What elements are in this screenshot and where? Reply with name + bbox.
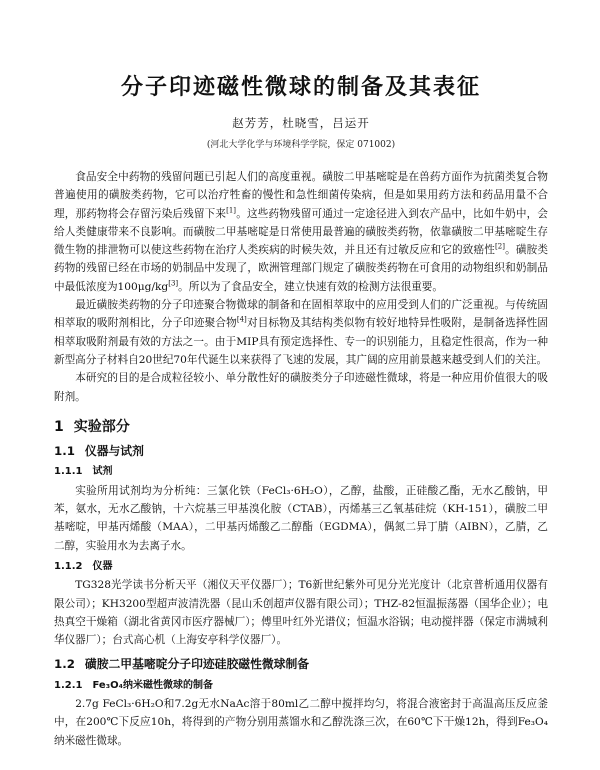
citation-4: [4]	[236, 315, 247, 324]
section-heading-1-2-1	[54, 677, 548, 695]
section-title: 磺胺二甲基嘧啶分子印迹硅胶磁性微球制备	[84, 657, 310, 672]
citation-3: [3]	[168, 279, 179, 288]
instruments-paragraph: TG328光学读书分析天平（湘仪天平仪器厂）；T6新世纪紫外可见分光光度计（北京普析通用仪器有限公司）；KH3200型超声波清洗器（昆山禾创超声仪器有限公司）；THZ-82恒温振荡器（国华企业）；电热真空干燥箱（湖北省黄冈市医疗器械厂）；傅里叶红外光谱仪；恒温水浴锅；电动搅拌器（保定市满城利华仪器厂）；台式高心机（上海安亭科学仪器厂）。	[54, 579, 548, 647]
section-title: 试剂	[92, 466, 113, 478]
section-heading-1-2	[54, 655, 548, 673]
section-number: 1.1	[54, 444, 75, 459]
text-run: 食品安全中药物的残留问题已引起人们的高度重视。磺胺二甲基嘧啶是在兽药方面作为抗菌类复合物普遍使用的磺胺类药物，它可以治疗牲畜的慢性和急性细菌传染病，但是如果用药方法和药品用量不合理，那药物将会存留污染后残留下来	[54, 171, 548, 220]
authors: 赵芳芳，杜晓雪，吕运开	[232, 116, 370, 130]
section-number: 1	[54, 418, 64, 435]
intro-paragraph-3: 本研究的目的是合成粒径较小、单分散性好的磺胺类分子印迹磁性微球，将是一种应用价值很大的吸附剂。	[54, 372, 548, 403]
intro-paragraph-2	[54, 296, 548, 369]
section-heading-1-1-1	[54, 463, 548, 481]
section-heading-1-1	[54, 442, 548, 460]
text-run: 最近磺胺类药物的分子印迹聚合物微球的制备和在固相萃取中的应用受到人们的广泛重视。与传统固相萃取的吸附剂相比，分子印迹聚合物	[54, 299, 548, 330]
section-heading-1	[54, 418, 548, 436]
section-heading-1-1-2	[54, 558, 548, 576]
preparation-paragraph: 2.7g FeCl₃·6H₂O和7.2g无水NaAc溶于80ml乙二醇中搅拌均匀，将混合液密封于高温高压反应釜中，在200℃下反应10h，将得到的产物分别用蒸馏水和乙醇洗涤三次，在60℃下干燥12h，得到Fe₃O₄纳米磁性微球。	[54, 698, 548, 747]
section-number: 1.1.2	[54, 560, 83, 572]
reagents-paragraph: 实验所用试剂均为分析纯：三氯化铁（FeCl₃·6H₂O），乙醇，盐酸，正硅酸乙酯，无水乙酸钠，甲苯，氨水，无水乙酸钠，十六烷基三甲基溴化胺（CTAB），丙烯基三乙氧基硅烷（KH-151），磺胺二甲基嘧啶，甲基丙烯酸（MAA），二甲基丙烯酸乙二醇酯（EGDMA），偶氮二异丁腈（AIBN），乙腈，乙二醇，实验用水为去离子水。	[54, 484, 548, 552]
text-run: 。所以为了食品安全，建立快速有效的检测方法很重要。	[178, 280, 443, 293]
section-number: 1.2	[54, 657, 75, 672]
citation-1: [1]	[226, 206, 237, 215]
section-title: 仪器与试剂	[84, 444, 144, 459]
section-title: Fe₃O₄纳米磁性微球的制备	[92, 679, 213, 691]
citation-2: [2]	[495, 242, 505, 251]
section-title: 仪器	[92, 560, 113, 572]
text-run: 。磺胺类药物的残留已经在市场的奶制品中发现了，欧洲管理部门规定了磺胺类药物在可食用的动物组织和奶制品中最低浓度为100μg/kg	[54, 244, 548, 293]
text-run: 对目标物及其结构类似物有较好地特异性吸附，是制备选择性固相萃取吸附剂最有效的方法之一。由于MIP具有预定选择性、专一的识别能力，且稳定性很高，作为一种新型高分子材料自20世纪70年代诞生以来获得了飞速的发展，其广阔的应用前景越来越受到人们的关注。	[54, 317, 548, 366]
section-number: 1.1.1	[54, 466, 83, 478]
section-number: 1.2.1	[54, 679, 83, 691]
affiliation: (河北大学化学与环境科学学院，保定 071002)	[206, 140, 396, 150]
paper-title: 分子印迹磁性微球的制备及其表征	[120, 75, 481, 100]
paper-body	[54, 168, 548, 750]
text-run: 。这些药物残留可通过一定途径进入到农产品中，比如牛奶中，会给人类健康带来不良影响。而磺胺二甲基嘧啶是日常使用最普遍的磺胺类药物，依靠磺胺二甲基嘧啶生存微生物的排泄物可以使这些药物在治疗人类疾病的时候失效，并且还有过敏反应和它的致癌性	[54, 207, 549, 257]
section-title: 实验部分	[73, 418, 130, 435]
intro-paragraph-1	[54, 168, 548, 296]
